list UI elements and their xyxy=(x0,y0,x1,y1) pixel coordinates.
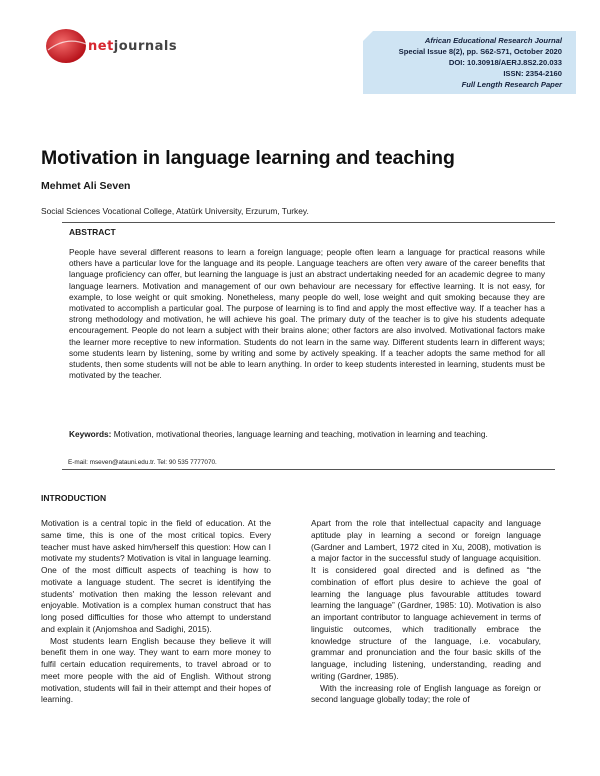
journal-name: African Educational Research Journal xyxy=(424,36,562,45)
contact-email-line: E-mail: mseven@atauni.edu.tr. Tel: 90 535 7777070. xyxy=(68,459,217,466)
logo-text-gray: journals xyxy=(113,39,178,54)
body-column-left xyxy=(41,518,271,706)
abstract-section xyxy=(62,222,555,470)
keywords-line xyxy=(69,429,545,440)
journal-doi: DOI: 10.30918/AERJ.8S2.20.033 xyxy=(448,58,562,67)
article-type: Full Length Research Paper xyxy=(461,80,562,89)
journal-issn: ISSN: 2354-2160 xyxy=(503,69,562,78)
journal-info-box xyxy=(363,31,576,94)
paragraph: Most students learn English because they believe it will benefit them in one way. They want to earn more money to fulfil certain education requirements, to travel abroad or to meet more people with the aid of English. Without strong motivation, students will fail in their attempt and their hopes of learning. xyxy=(41,635,271,705)
journal-issue: Special Issue 8(2), pp. S62-S71, October 2020 xyxy=(398,47,562,56)
paragraph: With the increasing role of English language as foreign or second language globally today; the role of xyxy=(311,682,541,705)
introduction-heading: INTRODUCTION xyxy=(41,493,107,503)
abstract-text: People have several different reasons to learn a foreign language; people often learn a language for practical reasons while others have a particular love for the language and its people. Language teachers are often very aware of the career benefits that language proficiency can offer, but learning the language is just an abstract undertaking needed for an academic degree to many language learners. Motivation and management of our own behaviour are necessary for effective learning. It is not easy, for example, to lose weight or quit smoking. Nonetheless, many people do well, lose weight and quit smoking because they are motivated to accomplish a particular goal. The purpose of learning is to find and apply the most effective way. If a teacher has a strong methodology and motivation, he will achieve his goal. The primary duty of the teacher is to give his students adequate encouragement. People do not learn a subject with their brains alone; other factors are also involved. Motivational factors make the learner more receptive to new information. Students do not learn in the same way. Different students learn in different ways; some students learn by listening, some by writing and some by actively speaking. If a teacher adopts the same method for all students, then some students will not be able to learn anything. In order to keep students interested in learning, students must be motivated by the teacher. xyxy=(69,247,545,381)
journal-logo xyxy=(42,26,192,66)
logo-globe-icon xyxy=(42,26,88,66)
logo-text-red: net xyxy=(88,39,114,54)
keywords-text: Motivation, motivational theories, language learning and teaching, motivation in learning and teaching. xyxy=(113,429,488,439)
box-corner-fold xyxy=(363,31,373,41)
author-name: Mehmet Ali Seven xyxy=(41,180,131,192)
logo-wordmark xyxy=(88,39,177,54)
keywords-label: Keywords: xyxy=(69,429,112,439)
abstract-heading: ABSTRACT xyxy=(69,227,116,237)
paragraph: Motivation is a central topic in the field of education. At the same time, this is one of the most critical topics. Every teacher must have asked him/herself this question: How can I motivate my students? Motivation is vital in language learning. One of the most difficult aspects of teaching is how to motivate a language student. The secret is identifying the students' motivation then making the lesson relevant and enjoyable. Motivation is a complex human construct that has long posed difficulties for those who attempt to understand and explain it (Anjomshoa and Sadighi, 2015). xyxy=(41,518,271,634)
article-title: Motivation in language learning and teaching xyxy=(41,147,455,169)
body-column-right xyxy=(311,518,541,706)
paragraph: Apart from the role that intellectual capacity and language aptitude play in learning a second or foreign language (Gardner and Lambert, 1972 cited in Xu, 2008), motivation is a major factor in the successful study of language acquisition. It is considered goal directed and is defined as “the combination of effort plus desire to achieve the goal of learning the language plus favourable attitudes toward learning the language” (Gardner, 1985: 10). Motivation is also an important contributor to language achievement in terms of linguistic outcomes, which traditionally embrace the knowledge structure of the language, i.e. vocabulary, grammar and pronunciation and the four basic skills of the language, including listening, understanding, reading and writing (Gardner, 1985). xyxy=(311,518,541,681)
author-affiliation: Social Sciences Vocational College, Atatürk University, Erzurum, Turkey. xyxy=(41,206,309,216)
